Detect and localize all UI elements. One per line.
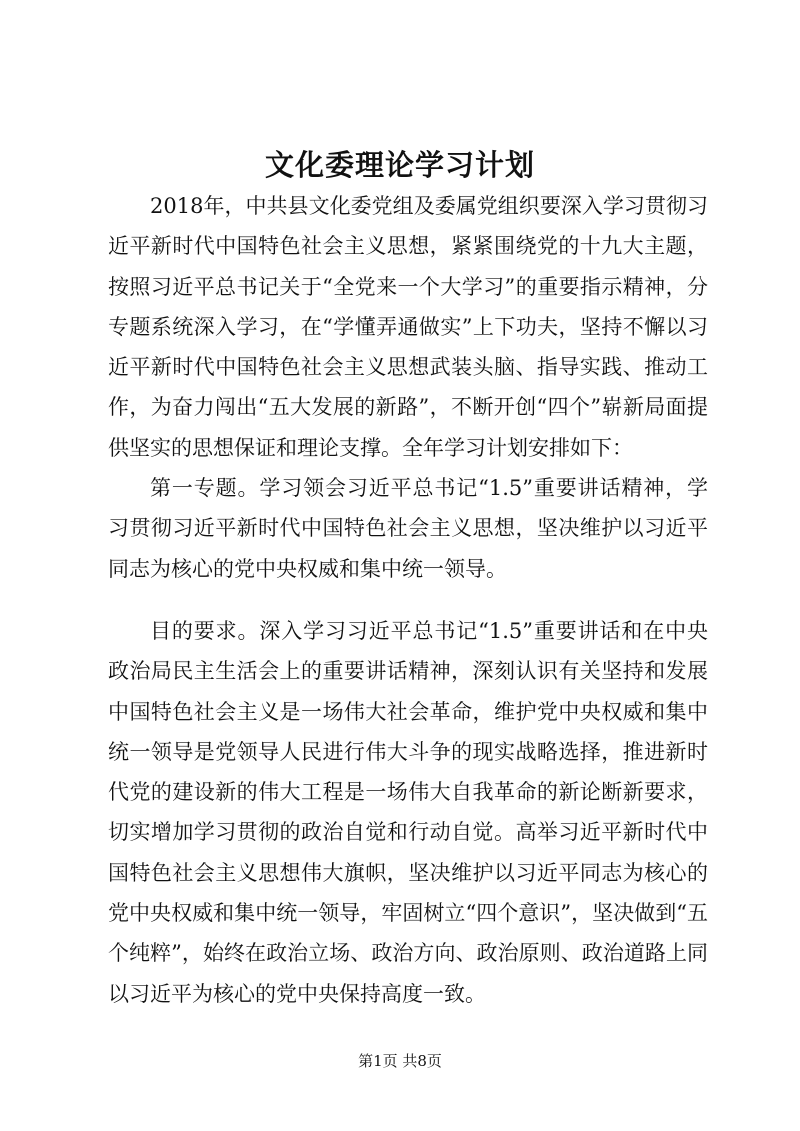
paragraph-topic-one: 第一专题。学习领会习近平总书记“1.5”重要讲话精神，学习贯彻习近平新时代中国特色社会主义思想，坚决维护以习近平同志为核心的党中央权威和集中统一领导。	[108, 476, 708, 581]
paragraph-objectives: 目的要求。深入学习习近平总书记“1.5”重要讲话和在中央政治局民主生活会上的重要讲话精神，深刻认识有关坚持和发展中国特色社会主义是一场伟大社会革命，维护党中央权威和集中统一领导是党领导人民进行伟大斗争的现实战略选择，推进新时代党的建设新的伟大工程是一场伟大自我革命的新论断新要求，切实增加学习贯彻的政治自觉和行动自觉。高举习近平新时代中国特色社会主义思想伟大旗帜，坚决维护以习近平同志为核心的党中央权威和集中统一领导，牢固树立“四个意识”，坚决做到“五个纯粹”，始终在政治立场、政治方向、政治原则、政治道路上同以习近平为核心的党中央保持高度一致。	[108, 618, 708, 1006]
page-number-footer: 第1页 共8页	[358, 1052, 442, 1070]
document-title: 文化委理论学习计划	[264, 148, 535, 182]
paragraph-intro: 2018年，中共县文化委党组及委属党组织要深入学习贯彻习近平新时代中国特色社会主义思想，紧紧围绕党的十九大主题，按照习近平总书记关于“全党来一个大学习”的重要指示精神，分专题系统深入学习，在“学懂弄通做实”上下功夫，坚持不懈以习近平新时代中国特色社会主义思想武装头脑、指导实践、推动工作，为奋力闯出“五大发展的新路”，不断开创“四个”崭新局面提供坚实的思想保证和理论支撑。全年学习计划安排如下：	[108, 194, 708, 460]
document-body	[108, 186, 708, 1014]
